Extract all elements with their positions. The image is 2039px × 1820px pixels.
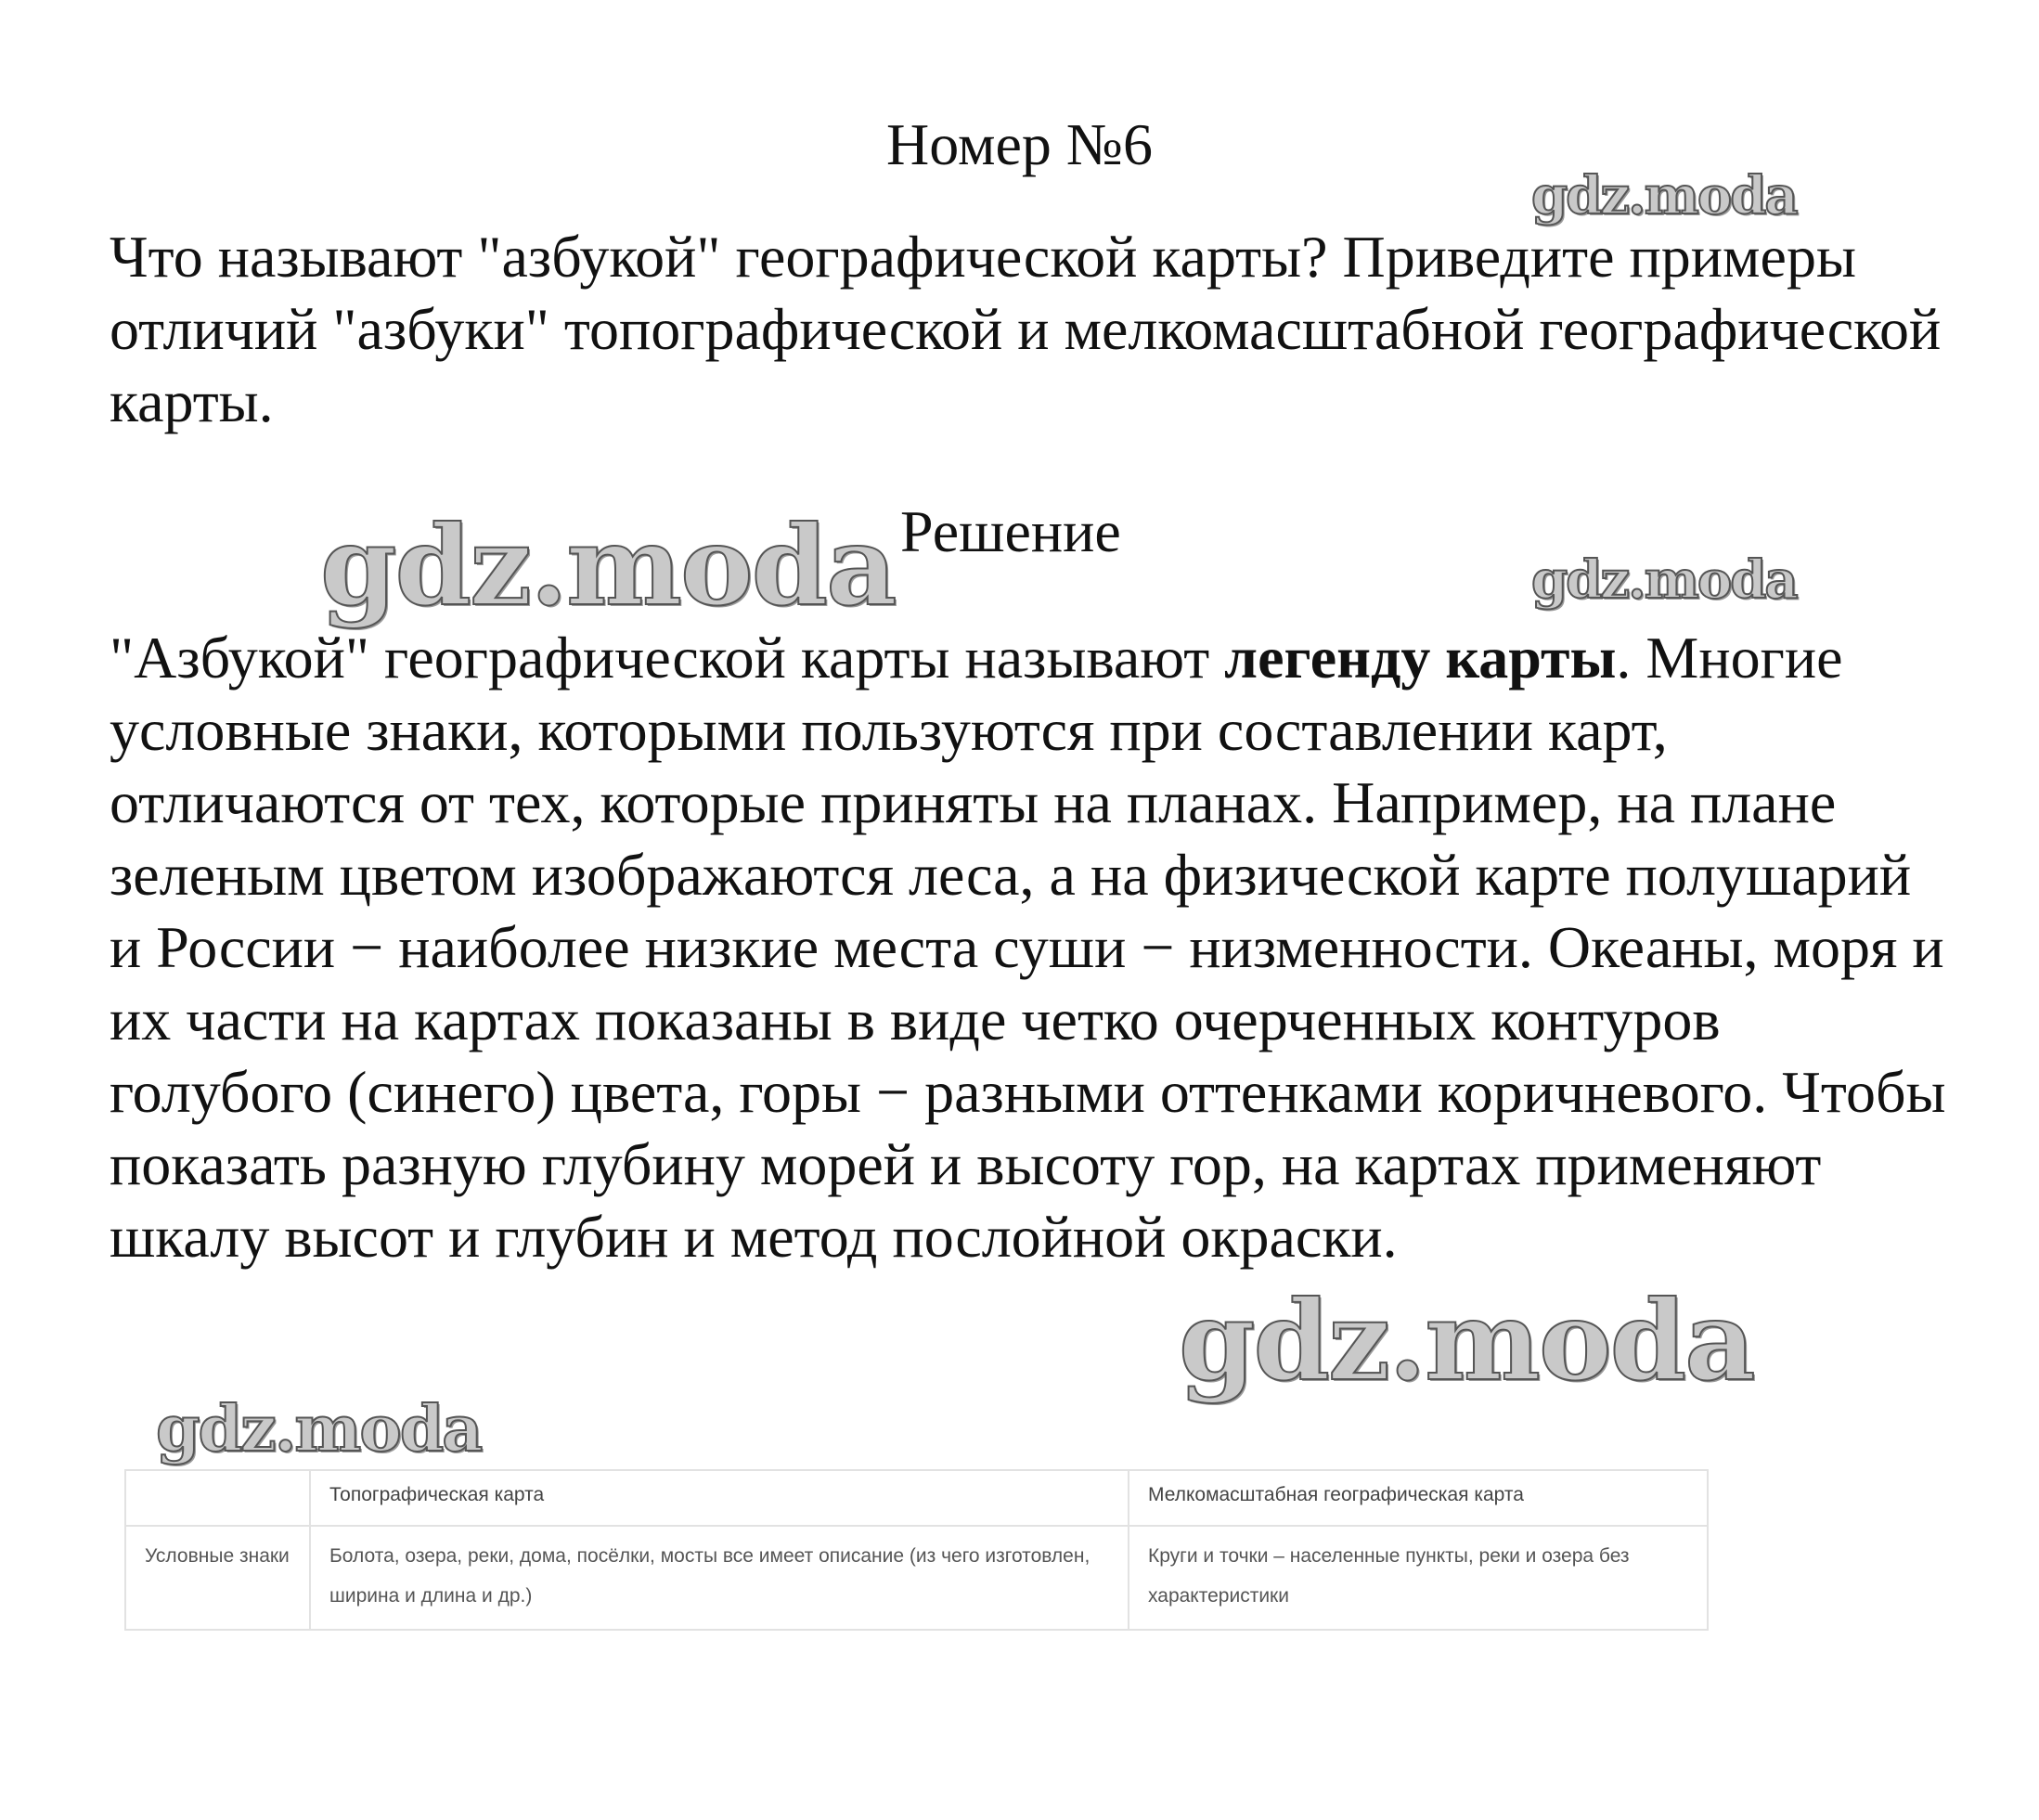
answer-bold-term: легенду карты bbox=[1224, 625, 1617, 691]
table-row-label: Условные знаки bbox=[125, 1526, 310, 1630]
watermark-logo: gdz.moda bbox=[1179, 1276, 1754, 1405]
answer-text bbox=[110, 622, 1956, 1273]
solution-heading: Решение bbox=[900, 498, 1121, 564]
question-text: Что называют "азбукой" географической карты? Приведите примеры отличий "азбуки" топографической и мелкомасштабной географической карты. bbox=[110, 224, 1942, 434]
page-title-text: Номер №6 bbox=[886, 111, 1153, 177]
comparison-table bbox=[124, 1469, 1709, 1631]
table-header-row bbox=[125, 1470, 1708, 1526]
table-header-topographic: Топографическая карта bbox=[310, 1470, 1129, 1526]
watermark-logo: gdz.moda bbox=[156, 1392, 482, 1466]
table-row bbox=[125, 1526, 1708, 1630]
watermark-logo: gdz.moda bbox=[1531, 549, 1797, 611]
watermark-logo: gdz.moda bbox=[1531, 165, 1797, 226]
table-cell-smallscale: Круги и точки – населенные пункты, реки и озера без характеристики bbox=[1129, 1526, 1708, 1630]
table-header-smallscale: Мелкомасштабная географическая карта bbox=[1129, 1470, 1708, 1526]
table-cell-topographic: Болота, озера, реки, дома, посёлки, мосты все имеет описание (из чего изготовлен, ширина и длина и др.) bbox=[310, 1526, 1129, 1630]
answer-text-part2: . Многие условные знаки, которыми пользуются при составлении карт, отличаются от тех, которые приняты на планах. Например, на плане зеленым цветом изображаются леса, а на физической карте полушарий и России − наиболее низкие места суши − низменности. Океаны, моря и их части на картах показаны в виде четко очерченных контуров голубого (синего) цвета, горы − разными оттенками коричневого. Чтобы показать разную глубину морей и высоту гор, на картах применяют шкалу высот и глубин и метод послойной окраски. bbox=[110, 625, 1946, 1270]
answer-text-part1: "Азбукой" географической карты называют bbox=[110, 625, 1225, 691]
watermark-logo: gdz.moda bbox=[320, 501, 896, 630]
table-header-empty bbox=[125, 1470, 310, 1526]
